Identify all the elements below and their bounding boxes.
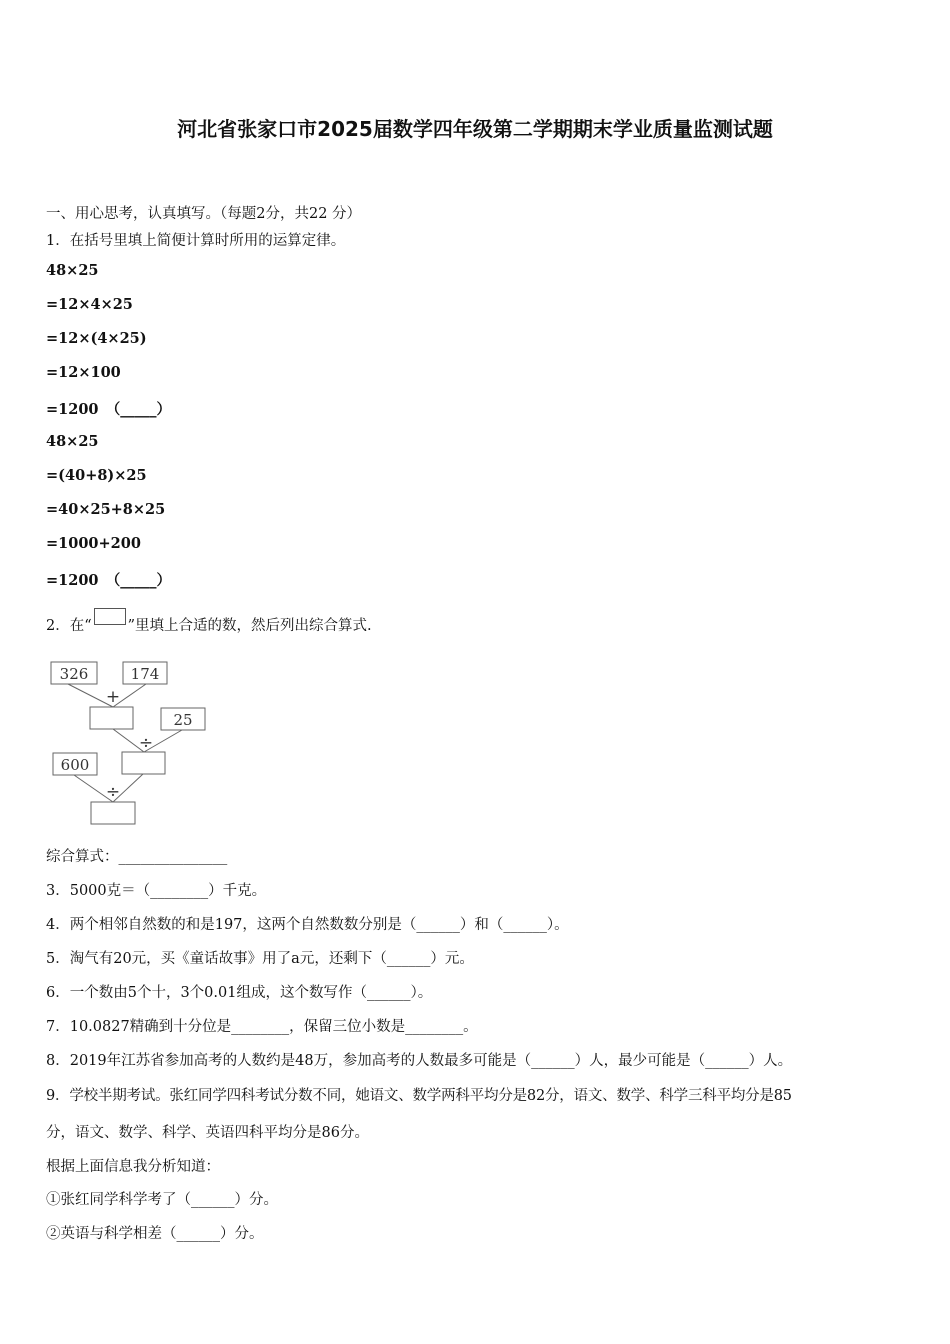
diagram-answer-box-1 — [90, 707, 133, 729]
q2-formula: 综合算式：_______________ — [46, 849, 228, 865]
q1-step-a1: 48×25 — [46, 262, 99, 279]
diagram-number-25: 25 — [173, 711, 193, 729]
q1-step-b3: =40×25+8×25 — [46, 501, 166, 518]
diagram-number-326: 326 — [59, 665, 89, 683]
q1-step-b1: 48×25 — [46, 433, 99, 450]
question-7: 7．10.0827精确到十分位是________，保留三位小数是________。 — [46, 1019, 478, 1035]
question-2-text — [46, 614, 372, 635]
page-title: 河北省张家口市2025届数学四年级第二学期期末学业质量监测试题 — [177, 117, 773, 141]
q1-step-b5: =1200 （_____） — [46, 572, 172, 589]
question-6: 6．一个数由5个十，3个0.01组成，这个数写作（______）。 — [46, 985, 433, 1001]
q1-step-a2: =12×4×25 — [46, 296, 133, 313]
q1-step-a3: =12×(4×25) — [46, 330, 147, 347]
q2-text-before: 2．在“ — [46, 618, 92, 634]
question-9-line2: 分，语文、数学、科学、英语四科平均分是86分。 — [46, 1125, 369, 1141]
diagram-operator-divide-2: ÷ — [105, 782, 121, 802]
q1-step-a5: =1200 （_____） — [46, 401, 172, 418]
diagram-answer-box-2 — [122, 752, 165, 774]
diagram-answer-box-3 — [91, 802, 135, 824]
section-heading: 一、用心思考，认真填写。（每题2分，共22 分） — [46, 206, 362, 222]
question-8: 8．2019年江苏省参加高考的人数约是48万，参加高考的人数最多可能是（______）人，最少可能是（______）人。 — [46, 1053, 793, 1069]
question-5: 5．淘气有20元，买《童话故事》用了a元，还剩下（______）元。 — [46, 951, 474, 967]
question-9-line1: 9．学校半期考试。张红同学四科考试分数不同，她语文、数学两科平均分是82分，语文、数学、科学三科平均分是85 — [46, 1088, 792, 1104]
q1-step-b2: =(40+8)×25 — [46, 467, 147, 484]
question-1-text: 1．在括号里填上简便计算时所用的运算定律。 — [46, 233, 346, 249]
question-9-sub1: ①张红同学科学考了（______）分。 — [46, 1192, 278, 1208]
diagram-number-600: 600 — [60, 756, 90, 774]
blank-box-icon — [94, 608, 126, 625]
calculation-diagram — [46, 655, 216, 830]
question-9-line3: 根据上面信息我分析知道： — [46, 1159, 220, 1175]
diagram-operator-divide-1: ÷ — [138, 733, 154, 753]
diagram-operator-plus: + — [105, 687, 121, 707]
diagram-number-174: 174 — [130, 665, 160, 683]
question-9-sub2: ②英语与科学相差（______）分。 — [46, 1226, 264, 1242]
q1-step-a4: =12×100 — [46, 364, 121, 381]
question-4: 4．两个相邻自然数的和是197，这两个自然数数分别是（______）和（______）。 — [46, 917, 569, 933]
question-3: 3．5000克＝（________）千克。 — [46, 883, 267, 899]
q1-step-b4: =1000+200 — [46, 535, 141, 552]
q2-text-after: ”里填上合适的数，然后列出综合算式. — [127, 618, 372, 634]
